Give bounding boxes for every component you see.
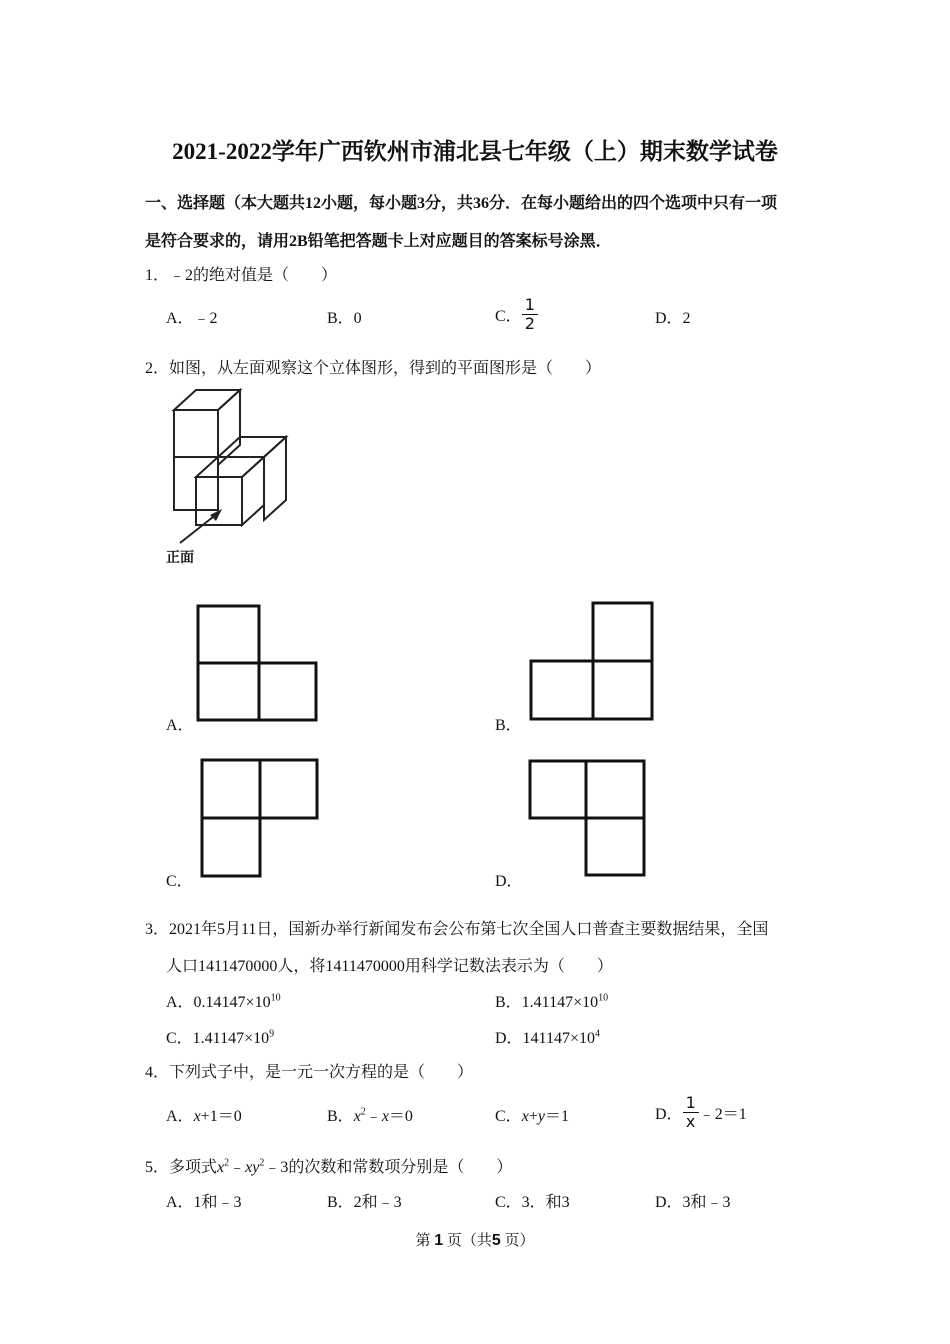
q1-option-b: B．0 — [327, 310, 362, 327]
q4-option-b-exponent: 2 — [360, 1106, 366, 1118]
q5-var-x: x — [217, 1159, 225, 1176]
q2-option-d: D． — [495, 873, 523, 890]
q4-option-b-label: B． — [327, 1108, 354, 1125]
q3-option-d — [495, 1025, 600, 1048]
page-title: 2021-2022学年广西钦州市浦北县七年级（上）期末数学试卷 — [172, 139, 778, 164]
q4-option-b-minus: ﹣ — [365, 1108, 382, 1125]
q5-exponent1: 2 — [224, 1157, 230, 1169]
q5-option-c: C．3．和3 — [495, 1194, 570, 1211]
q3-option-c-text: C．1.41147×10 — [166, 1030, 270, 1047]
q4-stem: 4．下列式子中，是一元一次方程的是（ ） — [145, 1064, 474, 1081]
q5-stem-end: ﹣3的次数和常数项分别是（ ） — [264, 1159, 513, 1176]
footer-mid: 页（共 — [446, 1233, 492, 1249]
q5-option-d: D．3和﹣3 — [655, 1194, 731, 1211]
q1-stem: 1．﹣2的绝对值是（ ） — [145, 267, 338, 284]
q3-option-a-text: A．0.14147×10 — [166, 994, 271, 1011]
q2-option-b: B． — [495, 717, 522, 734]
q5-minus: ﹣ — [229, 1159, 246, 1176]
q4-option-a-var: x — [193, 1108, 201, 1125]
q1-option-c-fraction — [522, 296, 538, 333]
q2-solid-figure — [160, 385, 300, 570]
q4-option-c-label: C． — [495, 1108, 522, 1125]
q3-option-b — [495, 989, 608, 1012]
page-footer — [0, 1229, 950, 1250]
q4-option-b — [327, 1103, 413, 1126]
q5-exponent2: 2 — [259, 1157, 265, 1169]
q2-stem: 2．如图，从左面观察这个立体图形，得到的平面图形是（ ） — [145, 360, 602, 377]
q5-stem-start: 5．多项式 — [145, 1159, 218, 1176]
q4-option-a — [166, 1103, 242, 1126]
q4-option-c-x: x — [521, 1108, 529, 1125]
q2-option-b-figure — [527, 600, 657, 725]
q3-stem-line1: 3．2021年5月11日，国新办举行新闻发布会公布第七次全国人口普查主要数据结果，全国 — [145, 921, 769, 938]
fraction-denominator: 2 — [524, 314, 535, 333]
q2-option-a: A． — [166, 717, 194, 734]
q1-option-d: D．2 — [655, 310, 691, 327]
q4-option-d — [655, 1094, 747, 1131]
q4-option-b-end: ＝0 — [388, 1108, 413, 1125]
q1-option-c — [495, 296, 538, 333]
q5-stem — [145, 1154, 512, 1177]
q3-option-b-text: B．1.41147×10 — [495, 994, 599, 1011]
fraction-numerator: 1 — [685, 1093, 696, 1112]
q4-option-c-plus: + — [528, 1108, 538, 1125]
q4-option-c-y: y — [537, 1108, 545, 1125]
q4-option-d-rest: ﹣2＝1 — [698, 1106, 747, 1123]
q4-option-d-fraction — [683, 1094, 699, 1131]
q2-option-a-figure — [195, 604, 320, 724]
q3-option-b-exponent: 10 — [598, 992, 609, 1004]
q3-option-c — [166, 1025, 274, 1048]
fraction-numerator: 1 — [524, 295, 535, 314]
q2-front-label: 正面 — [166, 550, 194, 566]
q2-option-c: C． — [166, 873, 193, 890]
q4-option-a-label: A． — [166, 1108, 194, 1125]
section-heading-line2: 是符合要求的，请用2B铅笔把答题卡上对应题目的答案标号涂黑． — [145, 233, 612, 250]
q4-option-d-label: D． — [655, 1106, 683, 1123]
q3-option-d-exponent: 4 — [595, 1028, 600, 1040]
q2-option-c-figure — [198, 758, 323, 880]
q3-stem-line2: 人口1411470000人，将1411470000用科学记数法表示为（ ） — [166, 958, 613, 975]
q1-option-a: A．﹣2 — [166, 310, 218, 327]
q4-option-b-var2: x — [381, 1108, 389, 1125]
q1-option-c-label: C． — [495, 308, 522, 325]
footer-pre: 第 — [415, 1233, 431, 1249]
footer-post: 页） — [504, 1233, 535, 1249]
q3-option-c-exponent: 9 — [269, 1028, 275, 1040]
q4-option-c — [495, 1103, 569, 1126]
q2-option-d-figure — [526, 758, 651, 880]
q4-option-c-end: ＝1 — [544, 1108, 569, 1125]
q4-option-a-rest: +1＝0 — [200, 1108, 242, 1125]
fraction-denominator: x — [685, 1112, 696, 1131]
q5-option-b: B．2和﹣3 — [327, 1194, 402, 1211]
q3-option-a-exponent: 10 — [270, 992, 281, 1004]
q3-option-a — [166, 989, 281, 1012]
footer-total-pages: 5 — [491, 1232, 501, 1249]
q4-option-b-var: x — [353, 1108, 361, 1125]
q5-option-a: A．1和﹣3 — [166, 1194, 242, 1211]
q5-var-xy: xy — [245, 1159, 260, 1176]
section-heading-line1: 一、选择题（本大题共12小题，每小题3分，共36分．在每小题给出的四个选项中只有一项 — [145, 195, 778, 212]
footer-page-number: 1 — [434, 1232, 444, 1249]
q3-option-d-text: D．141147×10 — [495, 1030, 595, 1047]
